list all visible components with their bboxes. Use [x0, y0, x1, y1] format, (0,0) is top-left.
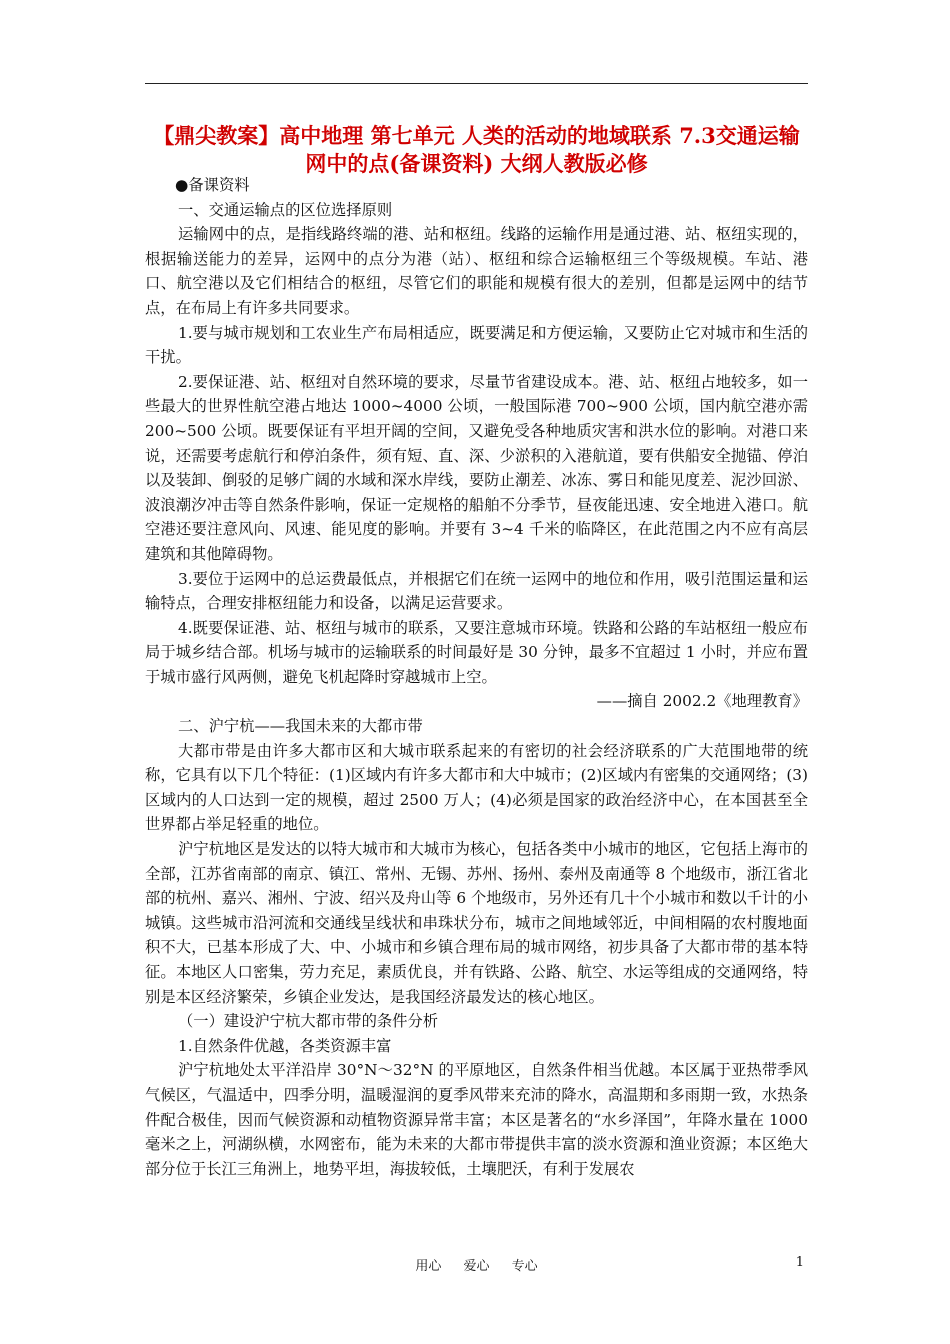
section-marker: ●备课资料	[175, 176, 250, 194]
subsection-heading: 1.自然条件优越，各类资源丰富	[178, 1036, 392, 1055]
paragraph: 沪宁杭地区是发达的以特大城市和大城市为核心，包括各类中小城市的地区，它包括上海市的全部，江苏省南部的南京、镇江、常州、无锡、苏州、扬州、泰州及南通等 8 个地级市，浙江省北部的杭州、嘉兴、湘州、宁波、绍兴及舟山等 6 个地级市，另外还有几十个小城市和数以千计的小城镇。这些城市沿河流和交通线呈线状和串珠状分布，城市之间地域邻近，中间相隔的农村腹地面积不大，已基本形成了大、中、小城市和乡镇合理布局的城市网络，初步具备了大都市带的基本特征。本地区人口密集，劳力充足，素质优良，并有铁路、公路、航空、水运等组成的交通网络，特别是本区经济繁荣，乡镇企业发达，是我国经济最发达的核心地区。	[145, 840, 808, 1006]
paragraph: 4.既要保证港、站、枢纽与城市的联系，又要注意城市环境。铁路和公路的车站枢纽一般应布局于城乡结合部。机场与城市的运输联系的时间最好是 30 分钟，最多不宜超过 1 小时，并应布置于城市盛行风两侧，避免飞机起降时穿越城市上空。	[145, 618, 808, 686]
paragraph: 1.要与城市规划和工农业生产布局相适应，既要满足和方便运输，又要防止它对城市和生活的干扰。	[145, 323, 808, 367]
page-number: 1	[795, 1255, 804, 1270]
paragraph: 3.要位于运网中的总运费最低点，并根据它们在统一运网中的地位和作用，吸引范围运量和运输特点，合理安排枢纽能力和设备，以满足运营要求。	[145, 569, 808, 613]
paragraph: 大都市带是由许多大都市区和大城市联系起来的有密切的社会经济联系的广大范围地带的统称，它具有以下几个特征：(1)区域内有许多大都市和大中城市；(2)区域内有密集的交通网络；(3)区域内的人口达到一定的规模，超过 2500 万人；(4)必须是国家的政治经济中心，在本国甚至全世界都占举足轻重的地位。	[145, 741, 808, 834]
paragraph: 运输网中的点，是指线路终端的港、站和枢纽。线路的运输作用是通过港、站、枢纽实现的，根据输送能力的差异，运网中的点分为港（站）、枢纽和综合运输枢纽三个等级规模。车站、港口、航空港以及它们相结合的枢纽，尽管它们的职能和规模有很大的差别，但都是运网中的结节点，在布局上有许多共同要求。	[145, 225, 808, 317]
header-rule	[145, 83, 808, 84]
section-heading: 一、交通运输点的区位选择原则	[178, 200, 393, 219]
paragraph: 2.要保证港、站、枢纽对自然环境的要求，尽量节省建设成本。港、站、枢纽占地较多，如一些最大的世界性航空港占地达 1000~4000 公顷，一般国际港 700~900 公顷，国内航空港亦需 200~500 公顷。既要保证有平坦开阔的空间，又避免受各种地质灾害和洪水位的影响。对港口来说，还需要考虑航行和停泊条件，须有短、直、深、少淤积的入港航道，要有供船安全抛锚、停泊以及装卸、倒驳的足够广阔的水域和深水岸线，要防止潮差、冰冻、雾日和能见度差、泥沙回淤、波浪潮汐冲击等自然条件影响，保证一定规格的船舶不分季节，昼夜能迅速、安全地进入港口。航空港还要注意风向、风速、能见度的影响。并要有 3~4 千米的临降区，在此范围之内不应有高层建筑和其他障碍物。	[145, 372, 808, 563]
section-heading: 二、沪宁杭——我国未来的大都市带	[178, 717, 423, 736]
subsection-heading: （一）建设沪宁杭大都市带的条件分析	[178, 1012, 439, 1031]
footer-slogan: 用心 爱心 专心	[415, 1259, 538, 1274]
document-title: 【鼎尖教案】高中地理 第七单元 人类的活动的地域联系 7.3交通运输网中的点(备课资料) 大纲人教版必修	[153, 123, 800, 176]
citation: ——摘自 2002.2《地理教育》	[596, 692, 808, 711]
paragraph: 沪宁杭地处太平洋沿岸 30°N～32°N 的平原地区，自然条件相当优越。本区属于亚热带季风气候区，气温适中，四季分明，温暖湿润的夏季风带来充沛的降水，高温期和多雨期一致，水热条件配合极佳，因而气候资源和动植物资源异常丰富；本区是著名的“水乡泽国”，年降水量在 1000 毫米之上，河湖纵横，水网密布，能为未来的大都市带提供丰富的淡水资源和渔业资源；本区绝大部分位于长江三角洲上，地势平坦，海拔较低，土壤肥沃，有利于发展农	[145, 1061, 808, 1178]
page-footer	[145, 1255, 808, 1275]
document-body	[145, 173, 808, 1181]
